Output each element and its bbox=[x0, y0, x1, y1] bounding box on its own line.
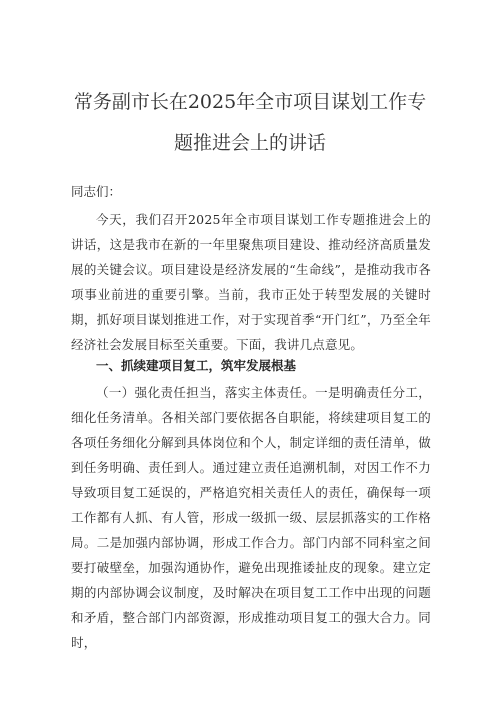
section-paragraph: （一）强化责任担当，落实主体责任。一是明确责任分工，细化任务清单。各相关部门要依据各自职能，将续建项目复工的各项任务细化分解到具体岗位和个人，制定详细的责任清单，做到任务明确、责任到人。通过建立责任追溯机制，对因工作不力导致项目复工延误的，严格追究相关责任人的责任，确保每一项工作都有人抓、有人管，形成一级抓一级、层层抓落实的工作格局。二是加强内部协调，形成工作合力。部门内部不同科室之间要打破壁垒，加强沟通协作，避免出现推诿扯皮的现象。建立定期的内部协调会议制度，及时解决在项目复工工作中出现的问题和矛盾，整合部门内部资源，形成推动项目复工的强大合力。同时， bbox=[71, 385, 431, 650]
section-heading: 一、抓续建项目复工，筑牢发展根基 bbox=[96, 358, 297, 373]
salutation: 同志们： bbox=[71, 184, 122, 199]
document-title: 常务副市长在2025年全市项目谋划工作专题推进会上的讲话 bbox=[73, 91, 427, 154]
opening-paragraph: 今天，我们召开2025年全市项目谋划工作专题推进会上的讲话，这是我市在新的一年里聚焦项目建设、推动经济高质量发展的关键会议。项目建设是经济发展的“生命线”，是推动我市各项事业前进的重要引擎。当前，我市正处于转型发展的关键时期，抓好项目谋划推进工作，对于实现首季“开门红”，乃至全年经济社会发展目标至关重要。下面，我讲几点意见。 bbox=[71, 212, 431, 352]
